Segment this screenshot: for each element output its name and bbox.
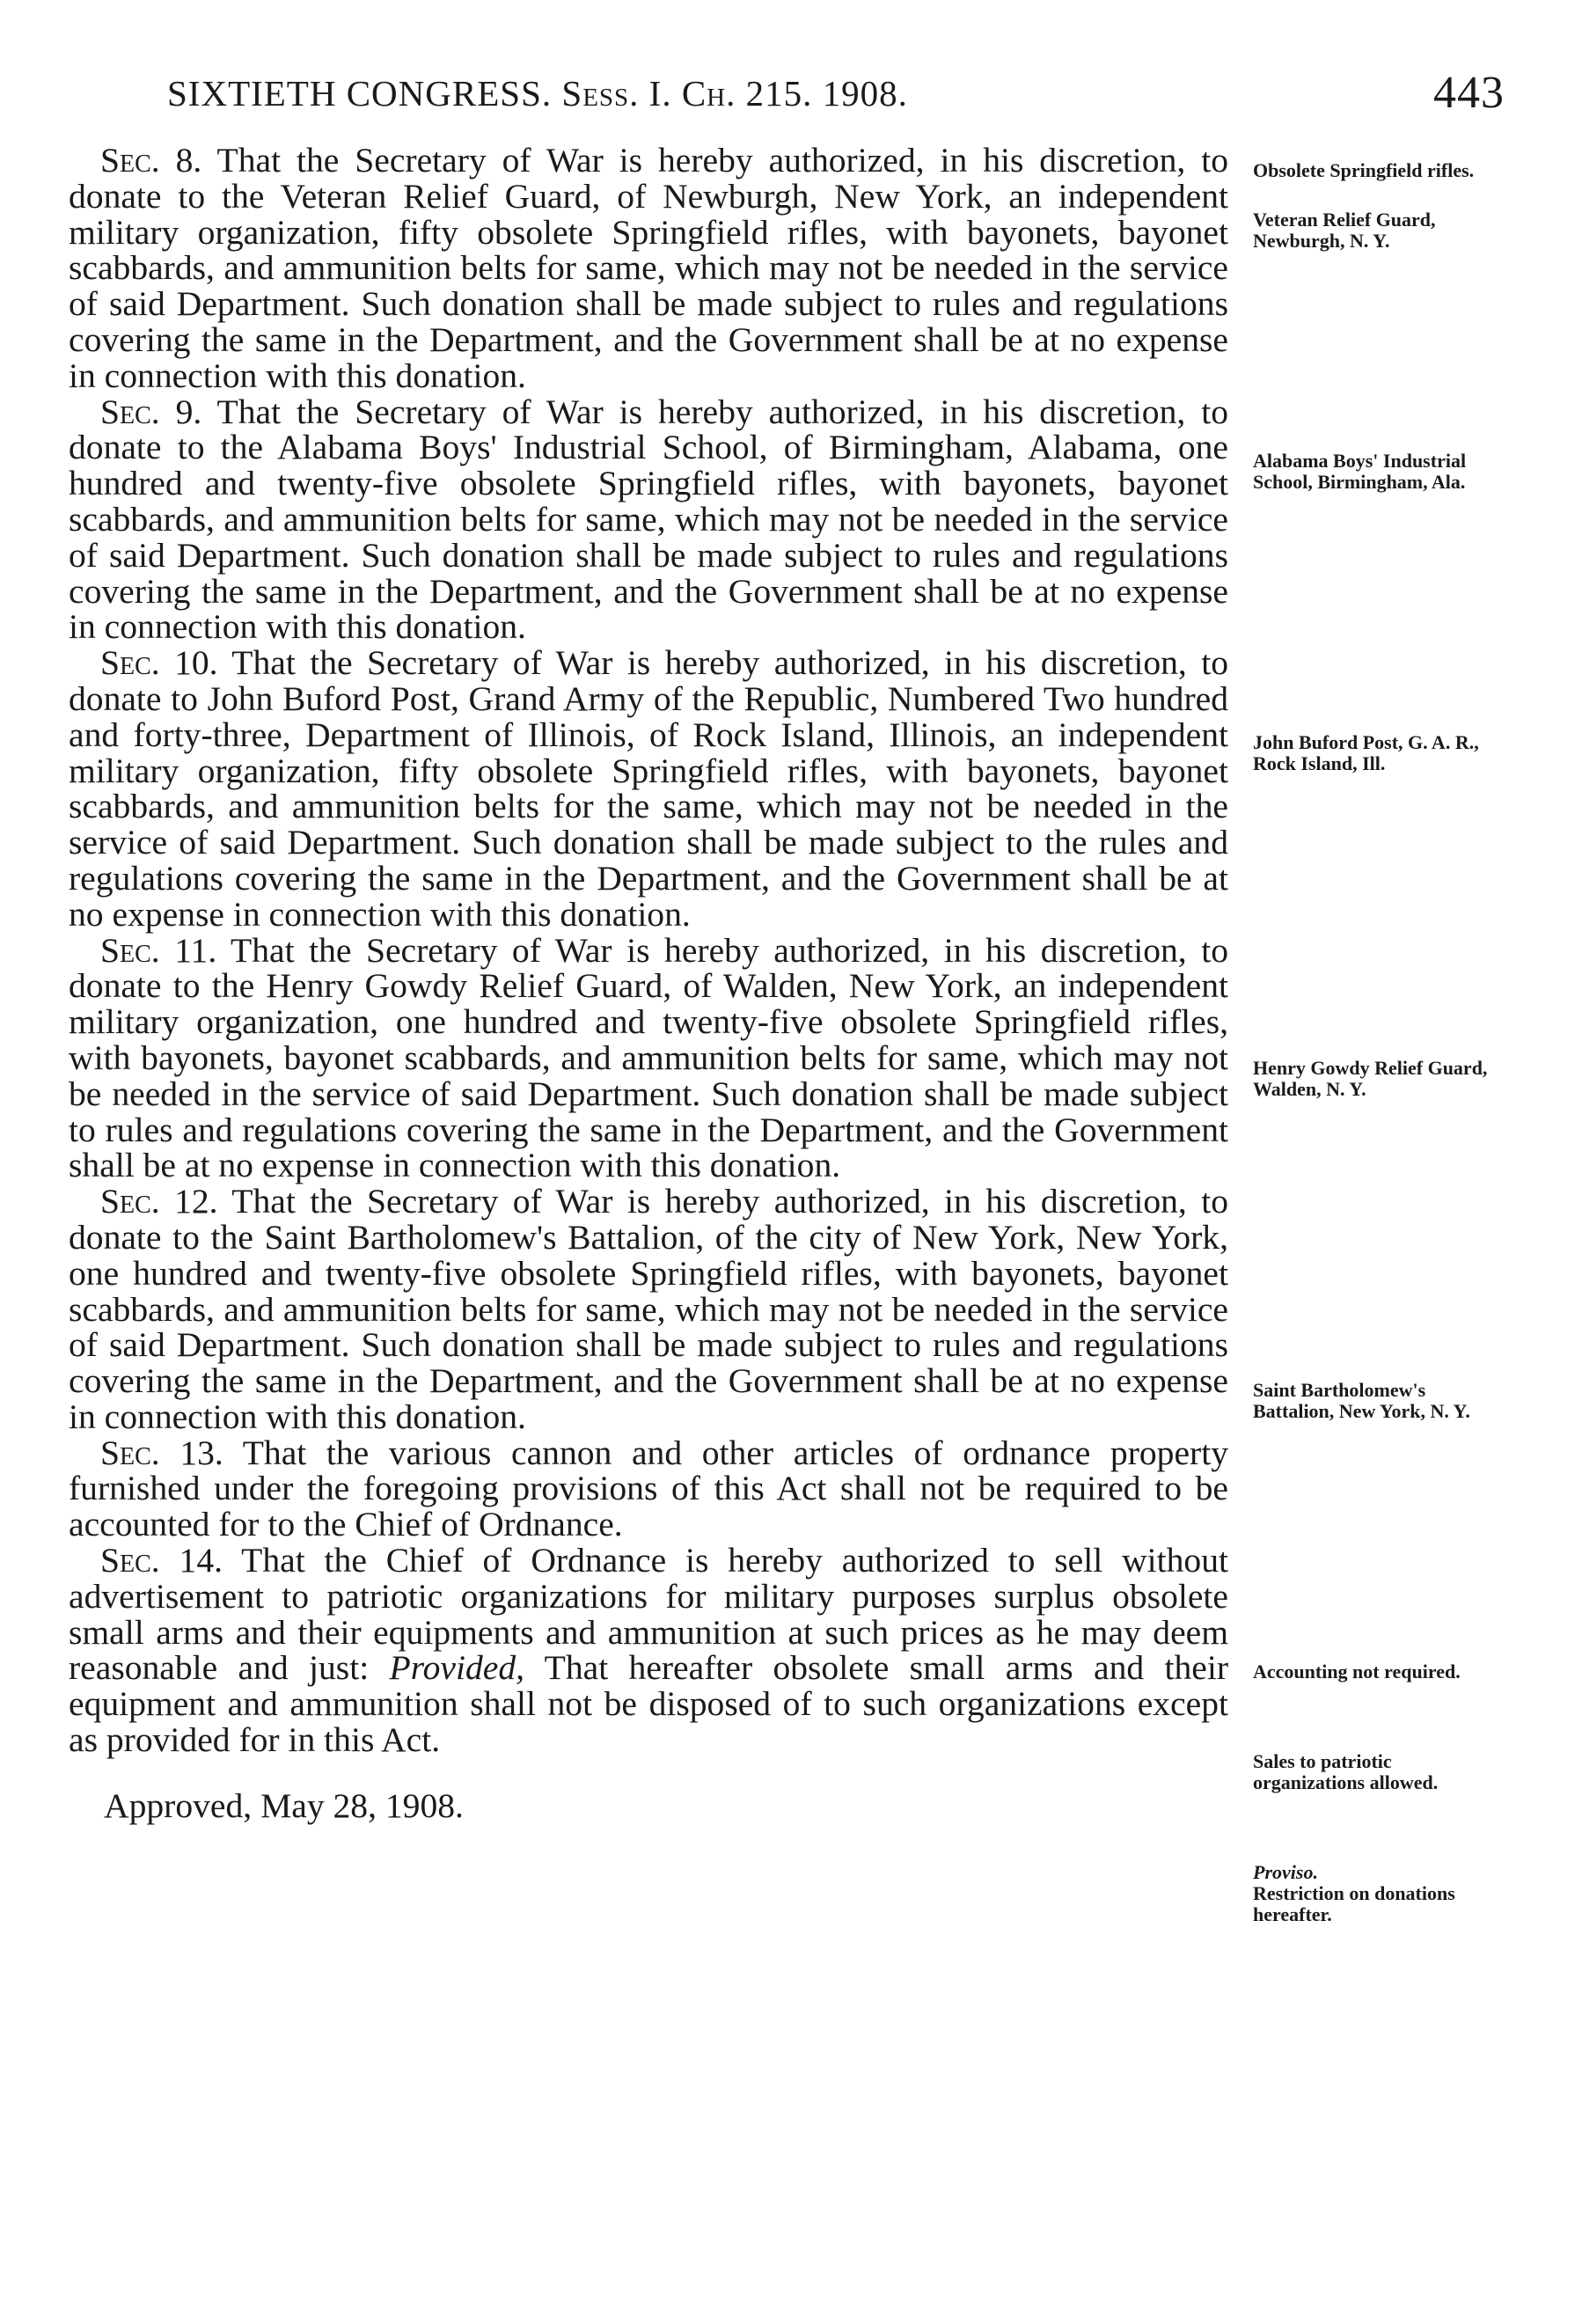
margin-note bbox=[1253, 732, 1508, 774]
session-label: Sess. I. bbox=[561, 73, 672, 114]
margin-note-line: John Buford Post, G. A. R., Rock Island, Ill. bbox=[1253, 731, 1479, 774]
section-label: Sec. 12. bbox=[100, 1182, 218, 1221]
margin-note bbox=[1253, 160, 1508, 181]
margin-note-line: Alabama Boys' Industrial School, Birmingham, Ala. bbox=[1253, 450, 1467, 493]
section-13 bbox=[69, 1435, 1228, 1543]
margin-note-line: Veteran Relief Guard, Newburgh, N. Y. bbox=[1253, 209, 1436, 252]
approval-line: Approved, May 28, 1908. bbox=[104, 1785, 464, 1825]
margin-note bbox=[1253, 1380, 1508, 1422]
margin-note-line: Restriction on donations hereafter. bbox=[1253, 1882, 1455, 1925]
running-head bbox=[167, 72, 908, 114]
margin-note bbox=[1253, 1661, 1508, 1683]
section-label: Sec. 14. bbox=[100, 1541, 223, 1580]
section-text: That the Secretary of War is hereby authorized, in his discretion, to donate to the Veteran Relief Guard, of Newburgh, New York, an independent military organization, fifty obsolete Springfield rifles, with bayonets, bayonet scabbards, and ammunition belts for same, which may not be needed in the service of said Department. Such donation shall be made subject to rules and regulations covering the same in the Department, and the Government shall be at no expense in connection with this donation. bbox=[69, 141, 1228, 395]
section-12 bbox=[69, 1184, 1228, 1435]
section-label: Sec. 9. bbox=[100, 392, 202, 431]
section-9 bbox=[69, 394, 1228, 646]
section-text: That the Secretary of War is hereby authorized, in his discretion, to donate to the Saint Bartholomew's Battalion, of the city of New York, New York, one hundred and twenty-five obsolete Springfield rifles, with bayonets, bayonet scabbards, and ammunition belts for same, which may not be needed in the service of said Department. Such donation shall be made subject to rules and regulations covering the same in the Department, and the Government shall be at no expense in connection with this donation. bbox=[69, 1182, 1228, 1436]
margin-note-line: Accounting not required. bbox=[1253, 1661, 1461, 1683]
statute-body bbox=[69, 143, 1228, 1824]
margin-note bbox=[1253, 1751, 1508, 1793]
section-text-after: That hereafter obsolete small arms and their equipment and ammunition shall not be disposed of to such organizations except as provided for in this Act. bbox=[69, 1648, 1229, 1760]
margin-note bbox=[1253, 1862, 1508, 1925]
section-text: That the Secretary of War is hereby authorized, in his discretion, to donate to the Alabama Boys' Industrial School, of Birmingham, Alabama, one hundred and twenty-five obsolete Springfield rifles, with bayonets, bayonet scabbards, and ammunition belts for same, which may not be needed in the service of said Department. Such donation shall be made subject to rules and regulations covering the same in the Department, and the Government shall be at no expense in connection with this donation. bbox=[69, 392, 1228, 647]
margin-note-line: Henry Gowdy Relief Guard, Walden, N. Y. bbox=[1253, 1057, 1488, 1100]
margin-note bbox=[1253, 451, 1508, 493]
page-number: 443 bbox=[1433, 68, 1505, 118]
margin-note-line: Sales to patriotic organizations allowed. bbox=[1253, 1750, 1439, 1793]
running-title: SIXTIETH CONGRESS. bbox=[167, 73, 553, 114]
chapter-label: Ch. 215. bbox=[681, 73, 813, 114]
margin-note-line: Obsolete Springfield rifles. bbox=[1253, 159, 1475, 181]
section-14 bbox=[69, 1543, 1228, 1758]
margin-note bbox=[1253, 209, 1508, 252]
section-label: Sec. 13. bbox=[100, 1433, 223, 1472]
proviso-label: Proviso. bbox=[1253, 1861, 1318, 1883]
proviso-word: Provided, bbox=[389, 1648, 525, 1688]
section-text: That the various cannon and other articles of ordnance property furnished under the foregoing provisions of this Act shall not be required to be accounted for to the Chief of Ordnance. bbox=[69, 1433, 1228, 1544]
margin-note bbox=[1253, 1058, 1508, 1100]
section-11 bbox=[69, 930, 1228, 1185]
year-label: 1908. bbox=[822, 73, 908, 114]
section-text-before: That the Chief of Ordnance is hereby authorized to sell without advertisement to patriotic organizations for military purposes surplus obsolete small arms and their equipments and ammunition at such prices as he may deem reasonable and just: bbox=[69, 1541, 1229, 1688]
page-header bbox=[167, 68, 1505, 134]
section-label: Sec. 10. bbox=[100, 643, 218, 683]
section-label: Sec. 11. bbox=[100, 930, 217, 970]
section-8 bbox=[69, 143, 1228, 394]
margin-note-line: Saint Bartholomew's Battalion, New York, N. Y. bbox=[1253, 1379, 1470, 1422]
section-text: That the Secretary of War is hereby authorized, in his discretion, to donate to the Henry Gowdy Relief Guard, of Walden, New York, an independent military organization, one hundred and twenty-five obsolete Springfield rifles, with bayonets, bayonet scabbards, and ammunition belts for same, which may not be needed in the service of said Department. Such donation shall be made subject to rules and regulations covering the same in the Department, and the Government shall be at no expense in connection with this donation. bbox=[69, 930, 1228, 1185]
section-10 bbox=[69, 645, 1228, 932]
section-label: Sec. 8. bbox=[100, 141, 202, 180]
section-text: That the Secretary of War is hereby authorized, in his discretion, to donate to John Buford Post, Grand Army of the Republic, Numbered Two hundred and forty-three, Department of Illinois, of Rock Island, Illinois, an independent military organization, fifty obsolete Springfield rifles, with bayonets, bayonet scabbards, and ammunition belts for the same, which may not be needed in the service of said Department. Such donation shall be made subject to the rules and regulations covering the same in the Department, and the Government shall be at no expense in connection with this donation. bbox=[69, 643, 1228, 934]
